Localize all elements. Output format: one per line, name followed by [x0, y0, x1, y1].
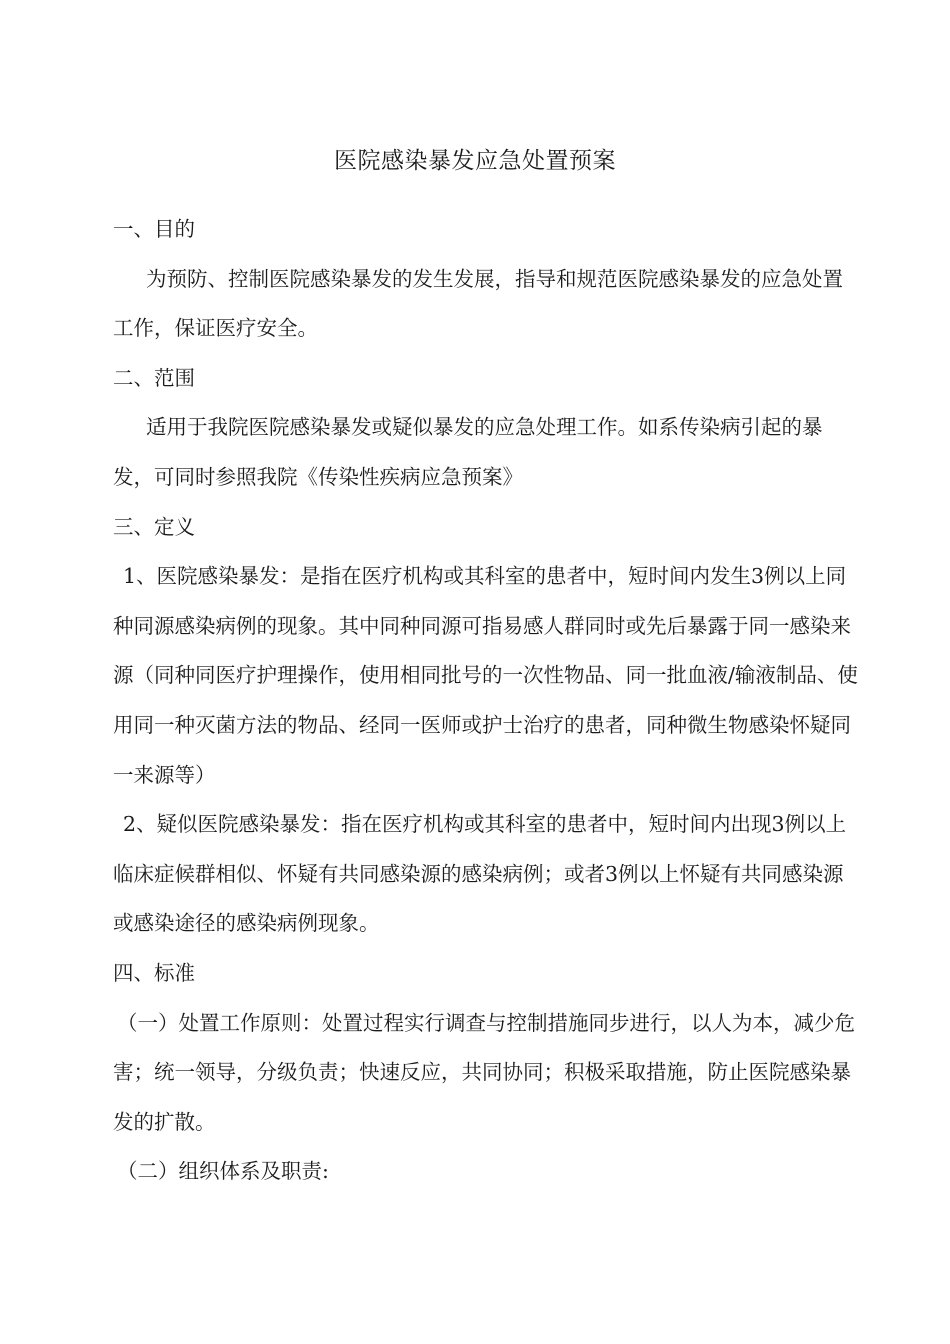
- section-heading-definition: 三、定义: [113, 514, 195, 539]
- definition-item-outbreak: 1、医院感染暴发：是指在医疗机构或其科室的患者中，短时间内发生3例以上同种同源感染病例的现象。其中同种同源可指易感人群同时或先后暴露于同一感染来源（同种同医疗护理操作，使用相同批号的一次性物品、同一批血液/输液制品、使用同一种灭菌方法的物品、经同一医师或护士治疗的患者，同种微生物感染怀疑同一来源等）: [113, 564, 858, 787]
- section-heading-standard: 四、标准: [113, 960, 195, 985]
- standard-item-organization: （二）组织体系及职责:: [117, 1159, 329, 1184]
- definition-item-suspected-outbreak: 2、疑似医院感染暴发：指在医疗机构或其科室的患者中，短时间内出现3例以上临床症候群相似、怀疑有共同感染源的感染病例；或者3例以上怀疑有共同感染源或感染途径的感染病例现象。: [113, 812, 847, 936]
- paragraph-purpose: 为预防、控制医院感染暴发的发生发展，指导和规范医院感染暴发的应急处置工作，保证医疗安全。: [113, 266, 843, 341]
- document-title: 医院感染暴发应急处置预案: [334, 148, 616, 174]
- section-heading-scope: 二、范围: [113, 365, 195, 390]
- document-body: [113, 205, 858, 1197]
- standard-item-principles: （一）处置工作原则：处置过程实行调查与控制措施同步进行，以人为本，减少危害；统一领导，分级负责；快速反应，共同协同；积极采取措施，防止医院感染暴发的扩散。: [113, 1010, 855, 1134]
- section-heading-purpose: 一、目的: [113, 217, 195, 241]
- paragraph-scope: 适用于我院医院感染暴发或疑似暴发的应急处理工作。如系传染病引起的暴发，可同时参照我院《传染性疾病应急预案》: [113, 415, 823, 489]
